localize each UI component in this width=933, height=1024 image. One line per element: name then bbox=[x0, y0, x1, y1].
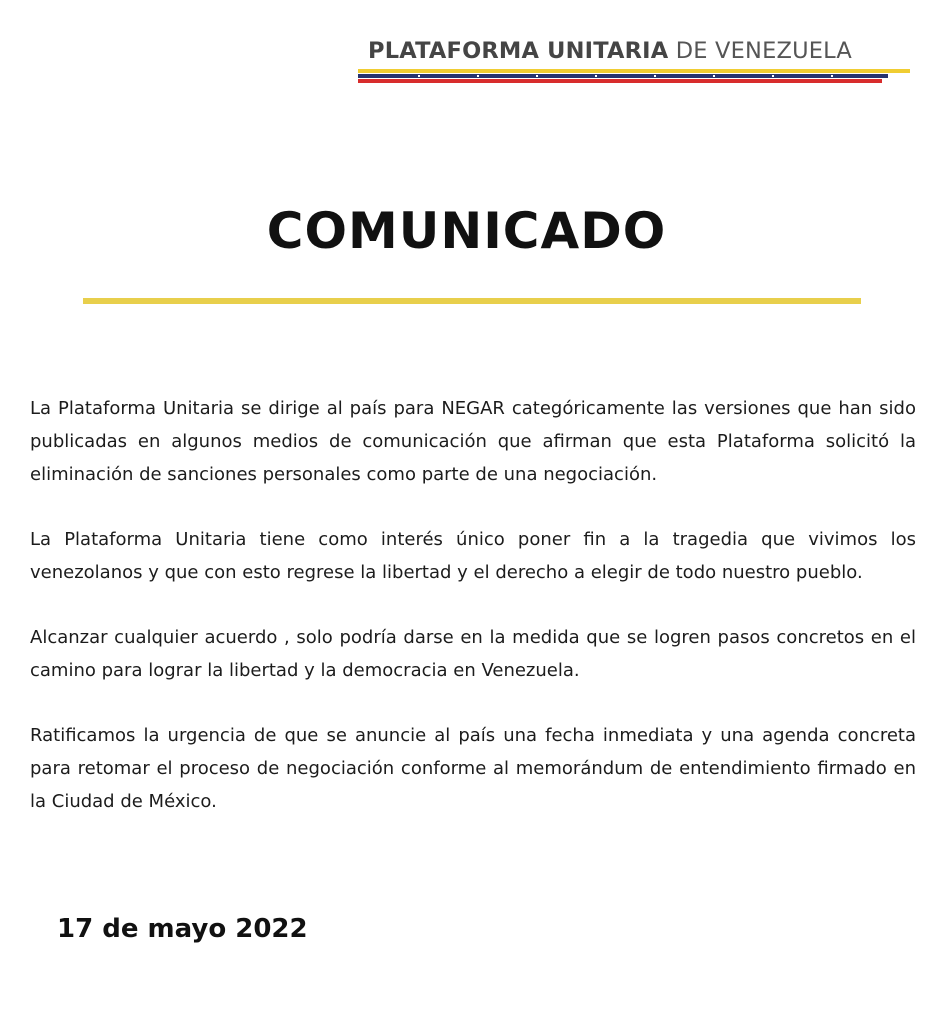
flag-stars bbox=[358, 74, 888, 78]
plataforma-unitaria-logo bbox=[358, 36, 910, 86]
title-underline-divider bbox=[83, 298, 861, 304]
paragraph: Alcanzar cualquier acuerdo , solo podría darse en la medida que se logren pasos concretos en el camino para lograr la libertad y la democracia en Venezuela. bbox=[30, 627, 916, 681]
paragraph: La Plataforma Unitaria se dirige al país para NEGAR categóricamente las versiones que han sido publicadas en algunos medios de comunicación que afirman que esta Plataforma solicitó la eliminación de sanciones personales como parte de una negociación. bbox=[30, 398, 916, 485]
flag-star-dot bbox=[595, 75, 597, 77]
flag-star-dot bbox=[831, 75, 833, 77]
statement-date: 17 de mayo 2022 bbox=[57, 914, 308, 944]
flag-stripe-yellow bbox=[358, 69, 910, 73]
flag-star-dot bbox=[713, 75, 715, 77]
logo-light-text: DE VENEZUELA bbox=[675, 38, 853, 64]
flag-star-dot bbox=[477, 75, 479, 77]
logo-bold-text: PLATAFORMA UNITARIA bbox=[368, 38, 669, 64]
flag-star-dot bbox=[418, 75, 420, 77]
flag-star-dot bbox=[654, 75, 656, 77]
document-title: COMUNICADO bbox=[266, 202, 667, 260]
logo-wordmark bbox=[368, 38, 852, 64]
flag-stripes bbox=[358, 69, 910, 83]
paragraph: Ratificamos la urgencia de que se anuncie al país una fecha inmediata y una agenda concreta para retomar el proceso de negociación conforme al memorándum de entendimiento firmado en la Ciudad de México. bbox=[30, 725, 916, 812]
flag-star-dot bbox=[772, 75, 774, 77]
flag-stripe-red bbox=[358, 79, 882, 83]
paragraph: La Plataforma Unitaria tiene como interés único poner fin a la tragedia que vivimos los venezolanos y que con esto regrese la libertad y el derecho a elegir de todo nuestro pueblo. bbox=[30, 529, 916, 583]
flag-star-dot bbox=[536, 75, 538, 77]
statement-body bbox=[30, 392, 916, 850]
